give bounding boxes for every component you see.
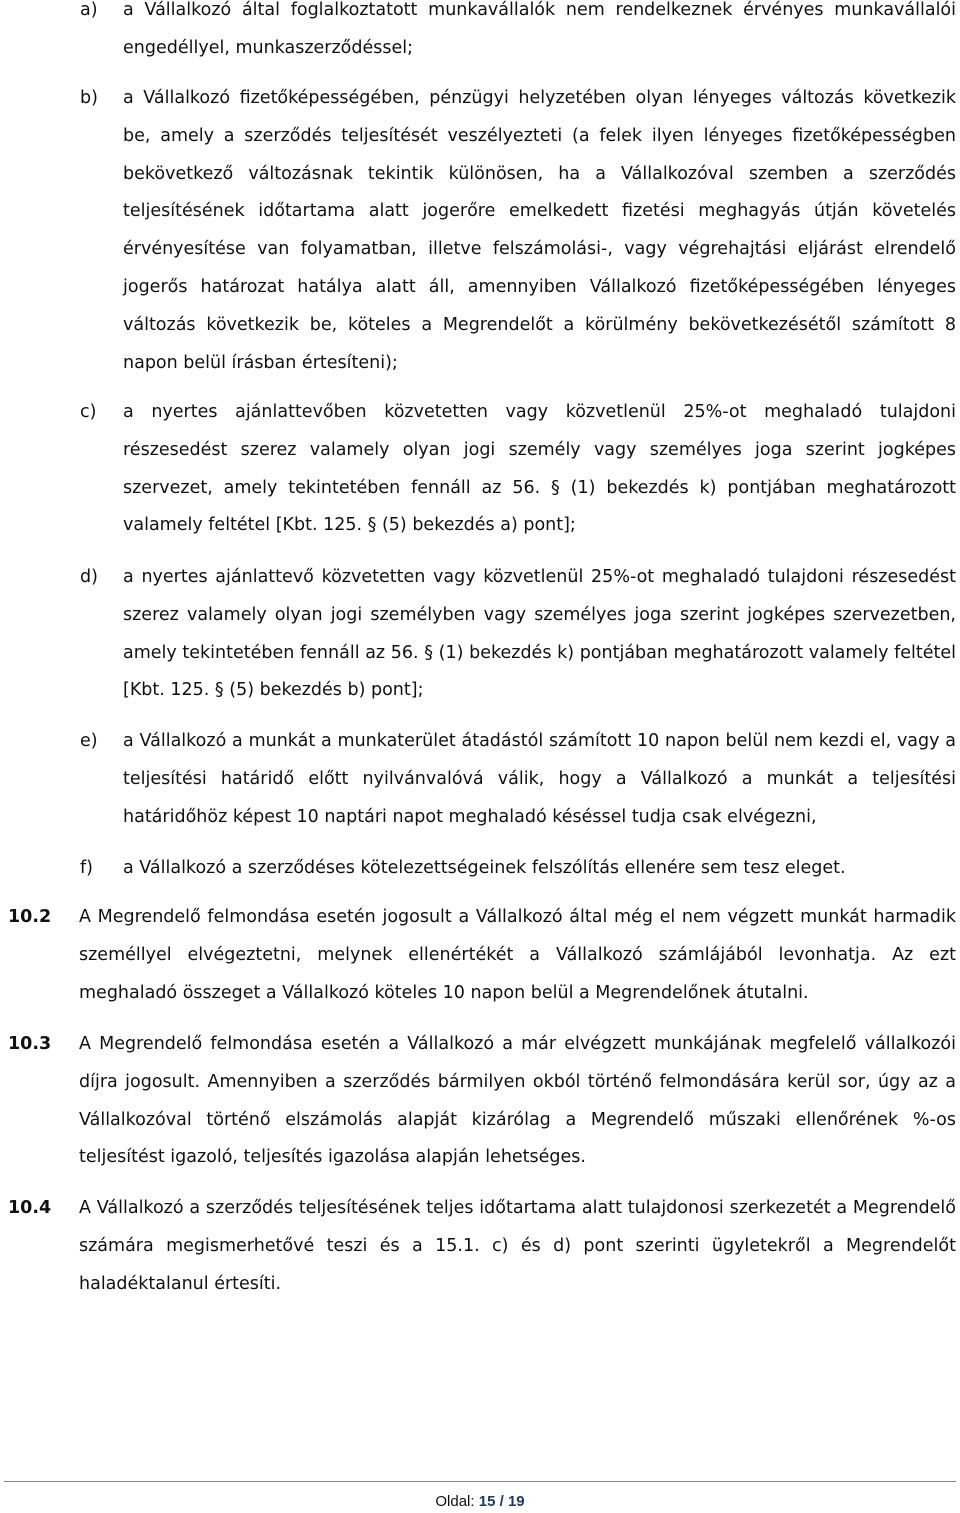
list-item-label: c) [80,402,97,422]
footer-prefix: Oldal: [435,1493,479,1510]
list-item-text: a Vállalkozó által foglalkoztatott munkavállalók nem rendelkeznek érvényes munkavállalói engedéllyel, munkaszerződéssel; [123,0,956,58]
page-footer [0,1492,960,1512]
list-item-label: b) [80,88,98,108]
list-item-text: a nyertes ajánlattevőben közvetetten vagy közvetlenül 25%-ot meghaladó tulajdoni részesedést szerez valamely olyan jogi személy vagy személyes joga szerint jogképes szervezet, amely tekintetében fennáll az 56. § (1) bekezdés k) pontjában meghatározott valamely feltétel [Kbt. 125. § (5) bekezdés a) pont]; [123,402,956,536]
list-item-label: e) [80,731,98,751]
list-item-text: a Vállalkozó a munkát a munkaterület átadástól számított 10 napon belül nem kezdi el, vagy a teljesítési határidő előtt nyilvánvalóvá válik, hogy a Vállalkozó a munkát a teljesítési határidőhöz képest 10 naptári napot meghaladó késéssel tudja csak elvégezni, [123,731,956,827]
total-pages: 19 [507,1493,525,1510]
section-number: 10.3 [8,1034,52,1054]
current-page-number: 15 [478,1493,496,1510]
section-number: 10.4 [8,1198,52,1218]
list-item-text: a Vállalkozó fizetőképességében, pénzügyi helyzetében olyan lényeges változás következik be, amely a szerződés teljesítését veszélyezteti (a felek ilyen lényeges fizetőképességben bekövetkező változásnak tekintik különösen, ha a Vállalkozóval szemben a szerződés teljesítésének időtartama alatt jogerőre emelkedett fizetési meghagyás útján követelés érvényesítése van folyamatban, illetve felszámolási-, vagy végrehajtási eljárást elrendelő jogerős határozat hatálya alatt áll, amennyiben Vállalkozó fizetőképességében lényeges változás következik be, köteles a Megrendelőt a körülmény bekövetkezésétől számított 8 napon belül írásban értesíteni); [123,88,956,373]
list-item-text: a nyertes ajánlattevő közvetetten vagy közvetlenül 25%-ot meghaladó tulajdoni részesedést szerez valamely olyan jogi személyben vagy személyes joga szerint jogképes szervezetben, amely tekintetében fennáll az 56. § (1) bekezdés k) pontjában meghatározott valamely feltétel [Kbt. 125. § (5) bekezdés b) pont]; [123,567,956,701]
section-number: 10.2 [8,907,52,927]
list-item-label: f) [80,858,93,878]
list-item-label: d) [80,567,98,587]
list-item-text: a Vállalkozó a szerződéses kötelezettségeinek felszólítás ellenére sem tesz eleget. [123,858,846,878]
section-text: A Vállalkozó a szerződés teljesítésének teljes időtartama alatt tulajdonosi szerkezetét a Megrendelő számára megismerhetővé teszi és a 15.1. c) és d) pont szerinti ügyletekről a Megrendelőt haladéktalanul értesíti. [79,1198,956,1294]
footer-separator: / [495,1493,508,1510]
section-text: A Megrendelő felmondása esetén jogosult a Vállalkozó által még el nem végzett munkát harmadik személlyel elvégeztetni, melynek ellenértékét a Vállalkozó számlájából levonhatja. Az ezt meghaladó összeget a Vállalkozó köteles 10 napon belül a Megrendelőnek átutalni. [79,907,956,1003]
section-text: A Megrendelő felmondása esetén a Vállalkozó a már elvégzett munkájának megfelelő vállalkozói díjra jogosult. Amennyiben a szerződés bármilyen okból történő felmondására kerül sor, úgy az a Vállalkozóval történő elszámolás alapját kizárólag a Megrendelő műszaki ellenőrének %-os teljesítést igazoló, teljesítés igazolása alapján lehetséges. [79,1034,956,1168]
list-item-label: a) [80,0,98,20]
footer-divider [4,1481,956,1482]
